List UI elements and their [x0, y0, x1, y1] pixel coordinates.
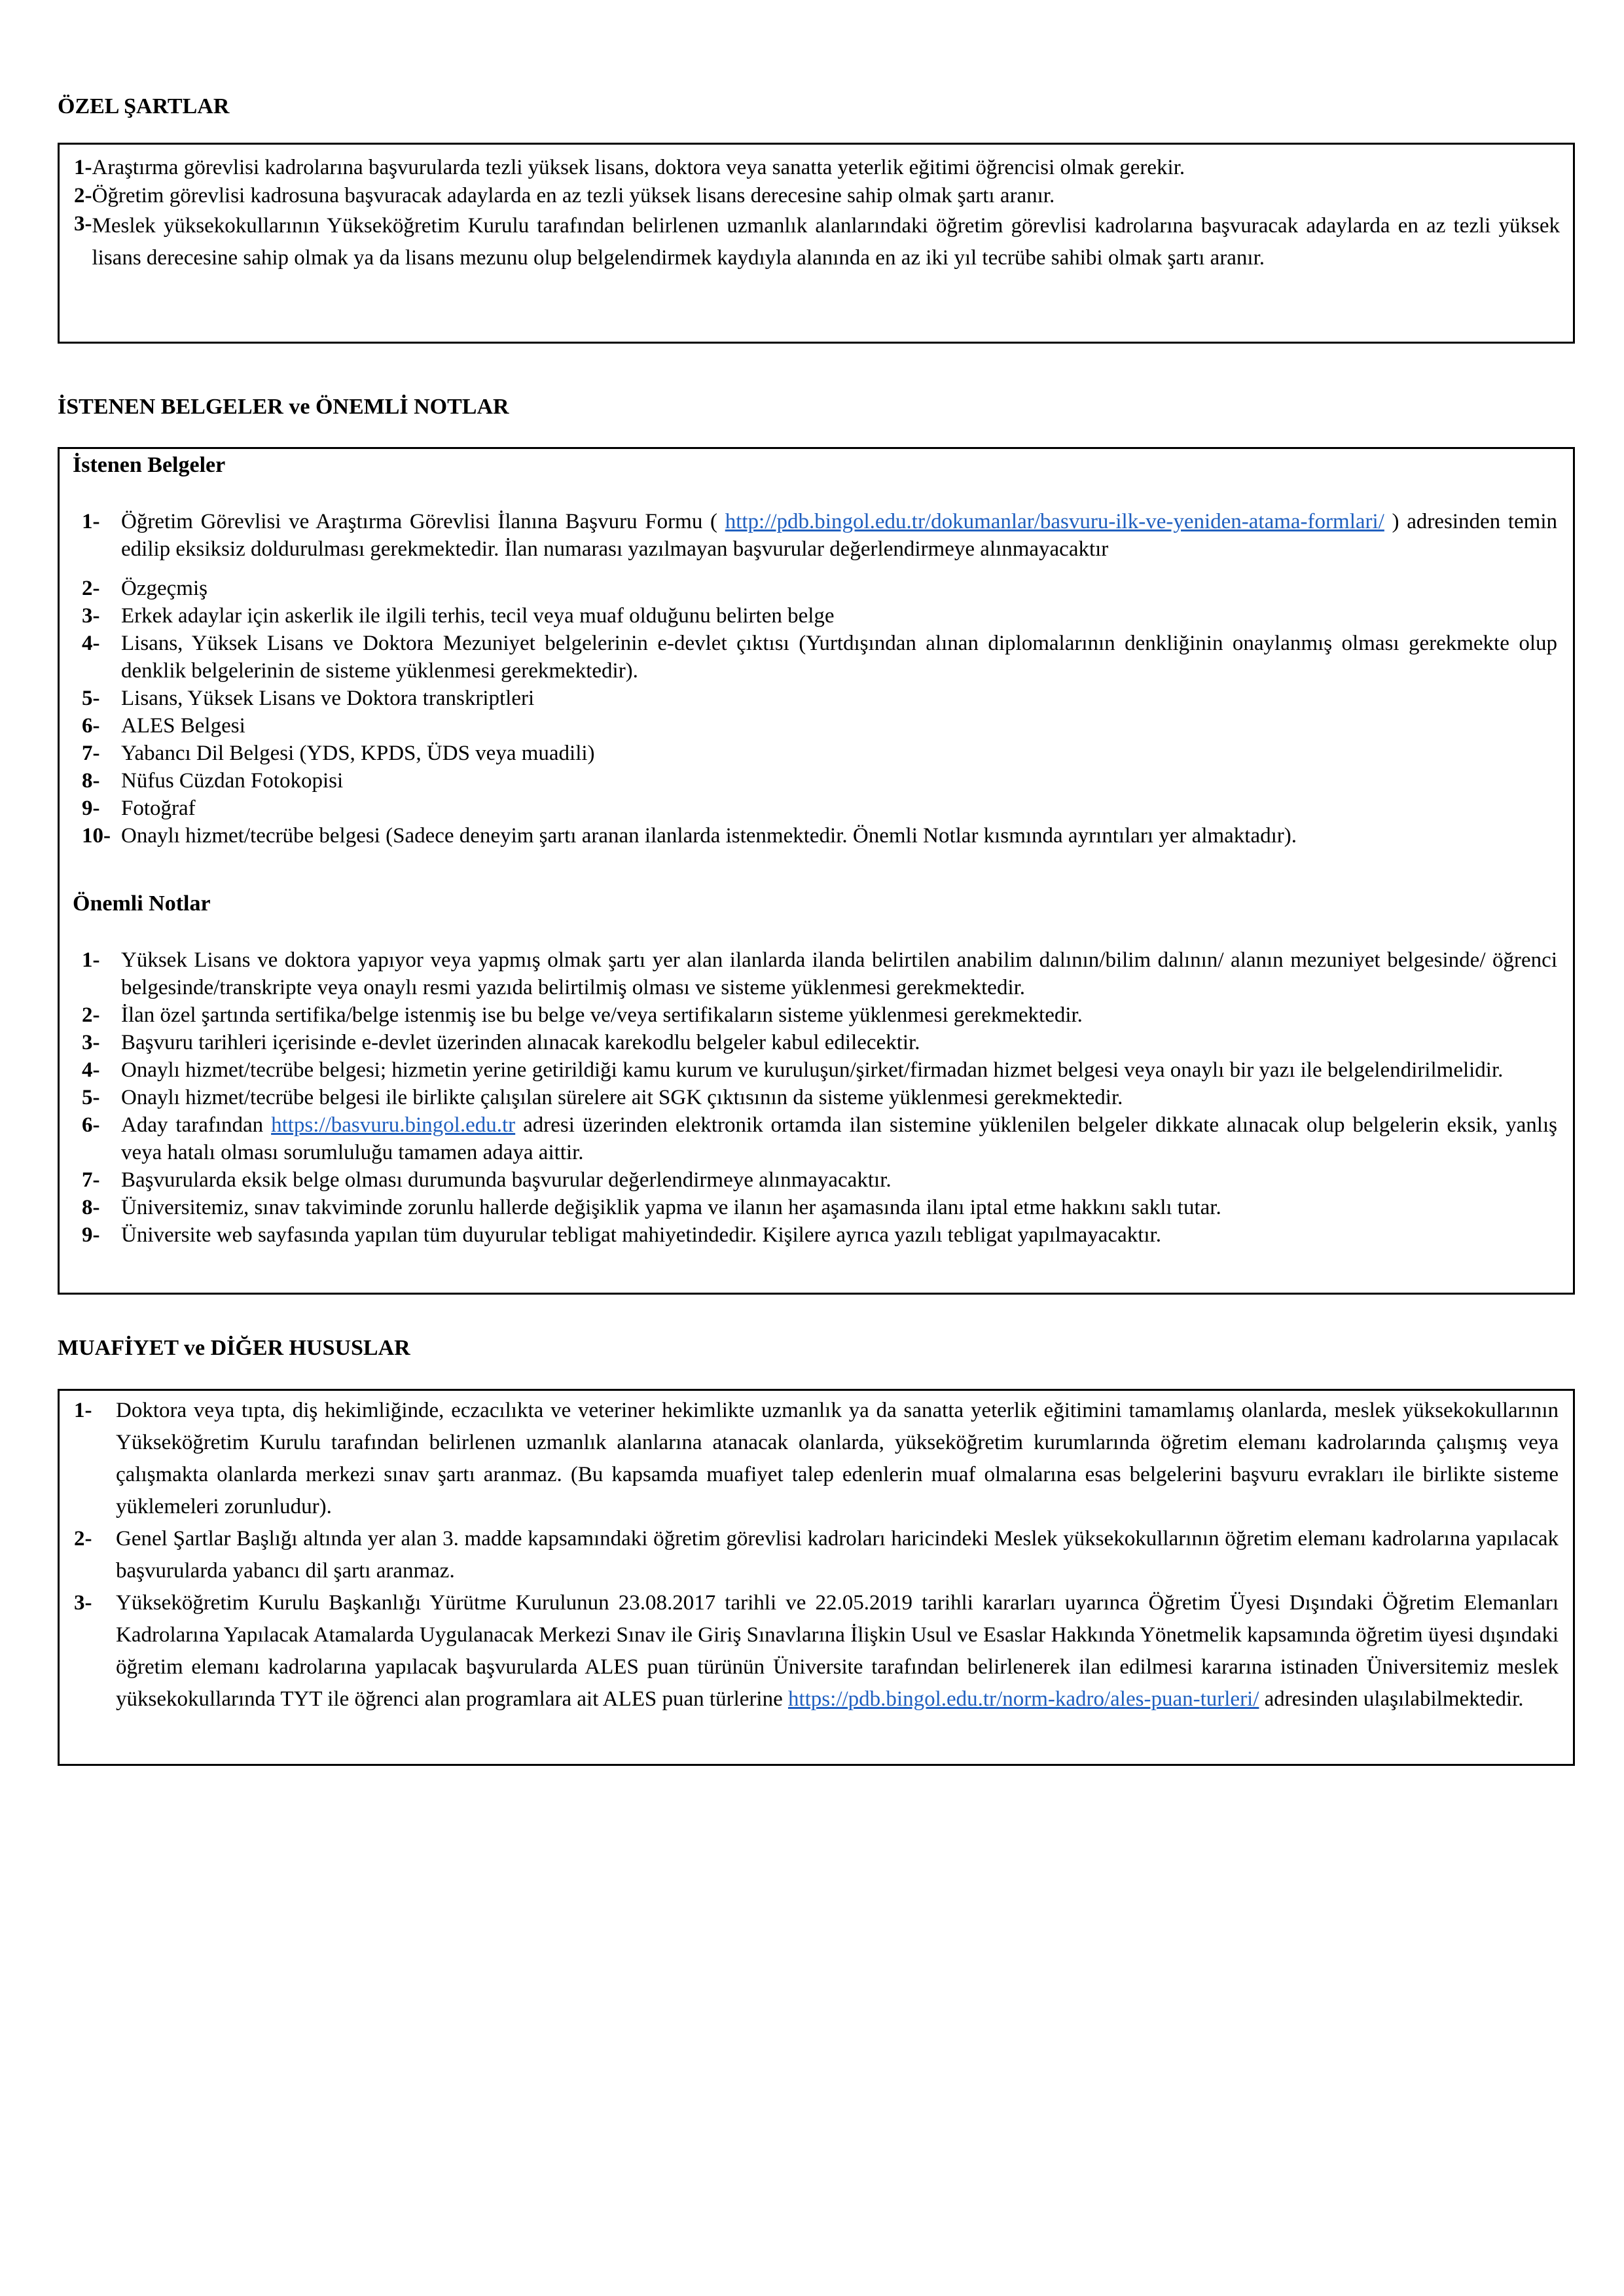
list-item	[82, 575, 1557, 602]
item-number: 6-	[82, 714, 100, 738]
item-number: 3-	[82, 604, 100, 628]
item-number: 1-	[82, 948, 100, 972]
muafiyet-box	[58, 1389, 1575, 1766]
section-title-istenen-belgeler: İSTENEN BELGELER ve ÖNEMLİ NOTLAR	[58, 395, 509, 419]
list-item	[82, 1056, 1557, 1084]
list-item	[82, 1029, 1557, 1056]
item-text: ALES Belgesi	[121, 714, 245, 738]
item-text: Erkek adaylar için askerlik ile ilgili terhis, tecil veya muaf olduğunu belirten belge	[121, 604, 835, 628]
subheading-istenen-belgeler: İstenen Belgeler	[73, 453, 226, 477]
list-item	[74, 210, 1560, 274]
item-text: Üniversite web sayfasında yapılan tüm duyurular tebligat mahiyetindedir. Kişilere ayrıca yazılı tebligat yapılmayacaktır.	[121, 1223, 1161, 1247]
item-number: 7-	[82, 742, 100, 765]
item-number: 10-	[82, 824, 111, 848]
item-number: 4-	[82, 1058, 100, 1082]
item-number: 5-	[82, 687, 100, 710]
istenen-belgeler-list	[82, 508, 1557, 850]
list-item	[82, 795, 1557, 822]
item-text: Başvurularda eksik belge olması durumunda başvurular değerlendirmeye alınmayacaktır.	[121, 1168, 892, 1192]
list-item	[74, 182, 1560, 210]
item-text: Lisans, Yüksek Lisans ve Doktora Mezuniyet belgelerinin e-devlet çıktısı (Yurtdışından alınan diplomalarının denkliğinin onaylanmış olması gerekmekte olup denklik belgelerinin de sisteme yüklenmesi gerekmektedir).	[121, 632, 1557, 683]
item-number: 1-	[82, 510, 100, 533]
item-text: Nüfus Cüzdan Fotokopisi	[121, 769, 344, 793]
section-title-ozel-sartlar: ÖZEL ŞARTLAR	[58, 94, 230, 118]
list-item	[82, 508, 1557, 563]
list-item	[82, 712, 1557, 740]
item-text-before: Yükseköğretim Kurulu Başkanlığı Yürütme Kurulunun 23.08.2017 tarihli ve 22.05.2019 tarihli kararları uyarınca Öğretim Üyesi Dışındaki Öğretim Elemanları Kadrolarına Yapılacak Atamalarda Uygulanacak Merkezi Sınav ile Giriş Sınavlarına İlişkin Usul ve Esaslar Hakkında Yönetmelik kapsamında öğretim üyesi dışındaki öğretim elemanı kadrolarına yapılacak başvurularda ALES puan türünün Üniversite tarafından belirlenerek ilan edilmesi kararına istinaden Üniversitemiz meslek yüksekokullarında TYT ile öğrenci alan programlara ait ALES puan türlerine	[116, 1591, 1559, 1711]
item-text-after: adresinden ulaşılabilmektedir.	[1259, 1687, 1524, 1711]
section-title-muafiyet: MUAFİYET ve DİĞER HUSUSLAR	[58, 1336, 410, 1360]
item-text: Doktora veya tıpta, diş hekimliğinde, eczacılıkta ve veteriner hekimlikte uzmanlık ya da sanatta yeterlik eğitimini tamamlamış olanlarda, meslek yüksekokullarının Yükseköğretim Kurulu tarafından belirlenen uzmanlık alanlarına atanacak olanlarda, yükseköğretim kurumlarında öğretim elemanı kadrolarında çalışmış veya çalışmakta olanlarda merkezi sınav şartı aranmaz. (Bu kapsamda muafiyet talep edenlerin muaf olmalarına esas belgelerini başvuru evrakları ile birlikte sisteme yüklemeleri zorunludur).	[116, 1399, 1559, 1518]
item-number: 2-	[82, 1003, 100, 1027]
onemli-notlar-list	[82, 946, 1557, 1249]
list-item	[82, 740, 1557, 767]
list-item	[82, 1084, 1557, 1111]
item-text	[116, 1587, 1559, 1715]
application-form-link[interactable]: http://pdb.bingol.edu.tr/dokumanlar/basvuru-ilk-ve-yeniden-atama-formlari/	[725, 510, 1384, 533]
item-text: Meslek yüksekokullarının Yükseköğretim Kurulu tarafından belirlenen uzmanlık alanlarındaki öğretim görevlisi kadrolarına başvuracak adaylarda en az tezli yüksek lisans derecesine sahip olmak ya da lisans mezunu olup belgelendirmek kaydıyla alanında en az iki yıl tecrübe sahibi olmak şartı aranır.	[92, 214, 1560, 270]
item-text: Yabancı Dil Belgesi (YDS, KPDS, ÜDS veya muadili)	[121, 742, 595, 765]
item-number: 8-	[82, 1196, 100, 1219]
item-number: 8-	[82, 769, 100, 793]
item-number: 7-	[82, 1168, 100, 1192]
list-item	[82, 1221, 1557, 1249]
item-number: 9-	[82, 1223, 100, 1247]
istenen-belgeler-box	[58, 447, 1575, 1295]
item-text-after: adresi üzerinden elektronik ortamda ilan sistemine yüklenilen belgeler dikkate alınacak olup belgelerin eksik, yanlış veya hatalı olması sorumluluğu tamamen adaya aittir.	[121, 1113, 1557, 1164]
item-number: 5-	[82, 1086, 100, 1109]
list-item	[82, 630, 1557, 685]
item-text: Fotoğraf	[121, 797, 196, 820]
item-number: 3-	[74, 1591, 92, 1615]
list-item	[74, 1523, 1559, 1587]
list-item	[82, 1194, 1557, 1221]
item-text: Onaylı hizmet/tecrübe belgesi ile birlikte çalışılan sürelere ait SGK çıktısının da sisteme yüklenmesi gerekmektedir.	[121, 1086, 1123, 1109]
item-number: 2-	[74, 184, 92, 207]
ozel-sartlar-box	[58, 143, 1575, 344]
item-text: Araştırma görevlisi kadrolarına başvurularda tezli yüksek lisans, doktora veya sanatta yeterlik eğitimi öğrencisi olmak gerekir.	[92, 156, 1185, 179]
item-text: Yüksek Lisans ve doktora yapıyor veya yapmış olmak şartı yer alan ilanlarda ilanda belirtilen anabilim dalının/bilim dalının/ alanın mezuniyet belgesinde/ öğrenci belgesinde/transkripte veya onaylı resmi yazıda belirtilmiş olması ve sisteme yüklenmesi gerekmektedir.	[121, 948, 1557, 999]
item-number: 2-	[74, 1527, 92, 1551]
item-text	[121, 1111, 1557, 1166]
subheading-onemli-notlar: Önemli Notlar	[73, 891, 211, 916]
item-text: Lisans, Yüksek Lisans ve Doktora transkriptleri	[121, 687, 535, 710]
item-text: Öğretim görevlisi kadrosuna başvuracak adaylarda en az tezli yüksek lisans derecesine sahip olmak şartı aranır.	[92, 184, 1055, 207]
ales-puan-turleri-link[interactable]: https://pdb.bingol.edu.tr/norm-kadro/ales-puan-turleri/	[787, 1687, 1259, 1711]
item-text-after: ) adresinden temin edilip eksiksiz doldurulması gerekmektedir. İlan numarası yazılmayan başvurular değerlendirmeye alınmayacaktır	[121, 510, 1557, 561]
item-text: Özgeçmiş	[121, 577, 208, 600]
item-text-before: Öğretim Görevlisi ve Araştırma Görevlisi İlanına Başvuru Formu (	[121, 510, 725, 533]
item-number: 1-	[74, 156, 92, 179]
item-text: Onaylı hizmet/tecrübe belgesi (Sadece deneyim şartı aranan ilanlarda istenmektedir. Önemli Notlar kısmında ayrıntıları yer almaktadır).	[121, 824, 1297, 848]
item-number: 2-	[82, 577, 100, 600]
item-number: 1-	[74, 1399, 92, 1422]
item-number: 3-	[82, 1031, 100, 1054]
list-item	[74, 154, 1560, 182]
item-text	[121, 508, 1557, 563]
item-number: 3-	[74, 212, 92, 236]
list-item	[82, 1166, 1557, 1194]
item-number: 9-	[82, 797, 100, 820]
item-text: Üniversitemiz, sınav takviminde zorunlu hallerde değişiklik yapma ve ilanın her aşamasında ilanı iptal etme hakkını saklı tutar.	[121, 1196, 1221, 1219]
list-item	[82, 602, 1557, 630]
list-item	[82, 822, 1557, 850]
item-text: Onaylı hizmet/tecrübe belgesi; hizmetin yerine getirildiği kamu kurum ve kuruluşun/şirket/firmadan hizmet belgesi veya onaylı bir yazı ile belgelendirilmelidir.	[121, 1058, 1504, 1082]
basvuru-system-link[interactable]: https://basvuru.bingol.edu.tr	[271, 1113, 516, 1137]
list-item	[82, 946, 1557, 1001]
item-text: Genel Şartlar Başlığı altında yer alan 3. madde kapsamındaki öğretim görevlisi kadroları haricindeki Meslek yüksekokullarının öğretim elemanı kadrolarına yapılacak başvurularda yabancı dil şartı aranmaz.	[116, 1527, 1559, 1583]
item-text: Başvuru tarihleri içerisinde e-devlet üzerinden alınacak karekodlu belgeler kabul edilecektir.	[121, 1031, 920, 1054]
list-item	[82, 1001, 1557, 1029]
list-item	[82, 767, 1557, 795]
list-item	[74, 1587, 1559, 1715]
list-item	[82, 1111, 1557, 1166]
item-number: 6-	[82, 1113, 100, 1137]
list-item	[82, 685, 1557, 712]
list-item	[74, 1395, 1559, 1523]
item-text: İlan özel şartında sertifika/belge istenmiş ise bu belge ve/veya sertifikaların sisteme yüklenmesi gerekmektedir.	[121, 1003, 1083, 1027]
item-number: 4-	[82, 632, 100, 655]
item-text-before: Aday tarafından	[121, 1113, 272, 1137]
